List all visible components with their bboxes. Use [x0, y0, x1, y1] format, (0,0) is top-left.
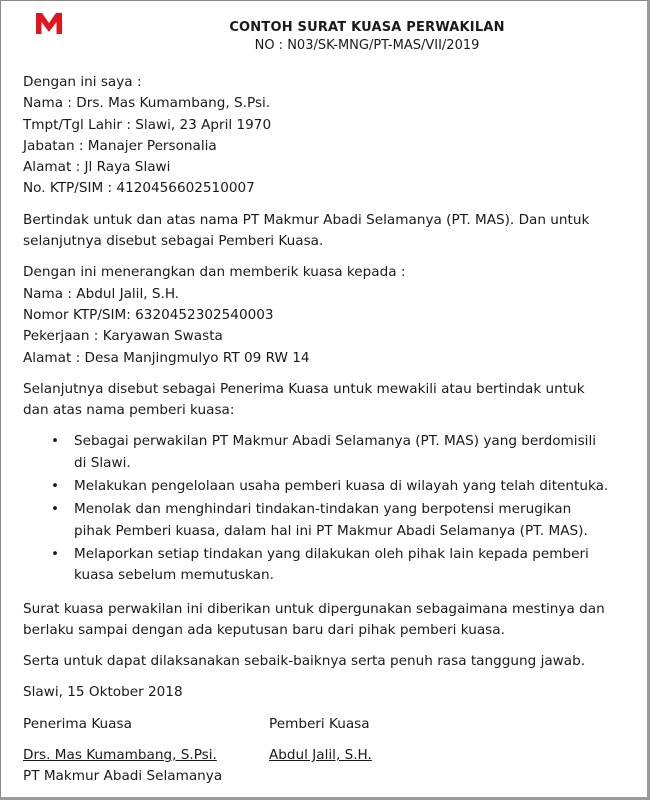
grantor-intro: Dengan ini saya : — [23, 74, 142, 90]
letter-body — [23, 72, 633, 788]
letter-number: NO : N03/SK-MNG/PT-MAS/VII/2019 — [254, 38, 480, 53]
grantee-intro: Dengan ini menerangkan dan memberik kuasa kepada : — [23, 264, 406, 281]
grantee-section — [23, 262, 633, 368]
closing-line: Serta untuk dapat dilaksanakan sebaik-baiknya serta penuh rasa tanggung jawab. — [23, 653, 586, 670]
validity-paragraph — [23, 599, 633, 642]
on-behalf-line: selanjutnya disebut sebagai Pemberi Kuasa. — [23, 233, 324, 250]
grantor-birth: Tmpt/Tgl Lahir : Slawi, 23 April 1970 — [23, 116, 272, 133]
mandate-points-list — [23, 431, 633, 586]
bullet-icon: • — [51, 433, 60, 450]
grantee-name: Nama : Abdul Jalil, S.H. — [23, 285, 180, 302]
right-signatory-name: Abdul Jalil, S.H. — [269, 747, 372, 764]
point-text: Melakukan pengelolaan usaha pemberi kuasa di wilayah yang telah ditentuka. — [74, 478, 609, 495]
left-signatory-name: Drs. Mas Kumambang, S.Psi. — [23, 747, 217, 764]
bullet-icon: • — [51, 478, 60, 495]
list-item — [23, 544, 633, 587]
closing-paragraph — [23, 651, 633, 672]
grantor-role-label: Pemberi Kuasa — [269, 715, 370, 732]
grantor-position: Jabatan : Manajer Personalia — [23, 137, 217, 154]
grantor-id: No. KTP/SIM : 4120456602510007 — [23, 180, 255, 197]
bullet-icon: • — [51, 545, 60, 562]
point-text: Melaporkan setiap tindakan yang dilakukan oleh pihak lain kepada pemberi — [74, 545, 589, 562]
signature-names-row — [23, 745, 633, 766]
grantee-address: Alamat : Desa Manjingmulyo RT 09 RW 14 — [23, 349, 310, 366]
letter-title: CONTOH SURAT KUASA PERWAKILAN — [229, 20, 505, 35]
validity-line: berlaku sampai dengan ada keputusan baru dari pihak pemberi kuasa. — [23, 621, 505, 638]
validity-line: Surat kuasa perwakilan ini diberikan untuk dipergunakan sebagaimana mestinya dan — [23, 600, 605, 617]
list-item — [23, 476, 633, 497]
mandate-line: dan atas nama pemberi kuasa: — [23, 402, 235, 419]
grantee-role-label: Penerima Kuasa — [23, 715, 132, 732]
grantee-occupation: Pekerjaan : Karyawan Swasta — [23, 328, 223, 345]
list-item — [23, 431, 633, 474]
signature-names — [23, 745, 633, 788]
signature-roles — [23, 714, 633, 735]
point-text: Sebagai perwakilan PT Makmur Abadi Selamanya (PT. MAS) yang berdomisili — [74, 433, 596, 450]
mandate-line: Selanjutnya disebut sebagai Penerima Kuasa untuk mewakili atau bertindak untuk — [23, 380, 585, 397]
signature-roles-row — [23, 714, 633, 735]
grantee-id: Nomor KTP/SIM: 6320452302540003 — [23, 306, 274, 323]
point-text: di Slawi. — [74, 454, 131, 471]
place-date — [23, 682, 633, 703]
letter-header — [1, 19, 647, 55]
left-signatory-company: PT Makmur Abadi Selamanya — [23, 768, 223, 785]
mandate-paragraph — [23, 379, 633, 422]
bullet-icon: • — [51, 501, 60, 518]
list-item — [23, 499, 633, 542]
point-text: kuasa sebelum memutuskan. — [74, 567, 274, 584]
on-behalf-paragraph — [23, 210, 633, 253]
point-text: Menolak dan menghindari tindakan-tindakan yang berpotensi merugikan — [74, 501, 572, 518]
place-date-text: Slawi, 15 Oktober 2018 — [23, 684, 183, 701]
grantor-section — [23, 72, 633, 200]
grantor-name: Nama : Drs. Mas Kumambang, S.Psi. — [23, 95, 271, 112]
grantor-address: Alamat : Jl Raya Slawi — [23, 159, 171, 176]
on-behalf-line: Bertindak untuk dan atas nama PT Makmur Abadi Selamanya (PT. MAS). Dan untuk — [23, 211, 590, 228]
point-text: pihak Pemberi kuasa, dalam hal ini PT Makmur Abadi Selamanya (PT. MAS). — [74, 522, 588, 539]
